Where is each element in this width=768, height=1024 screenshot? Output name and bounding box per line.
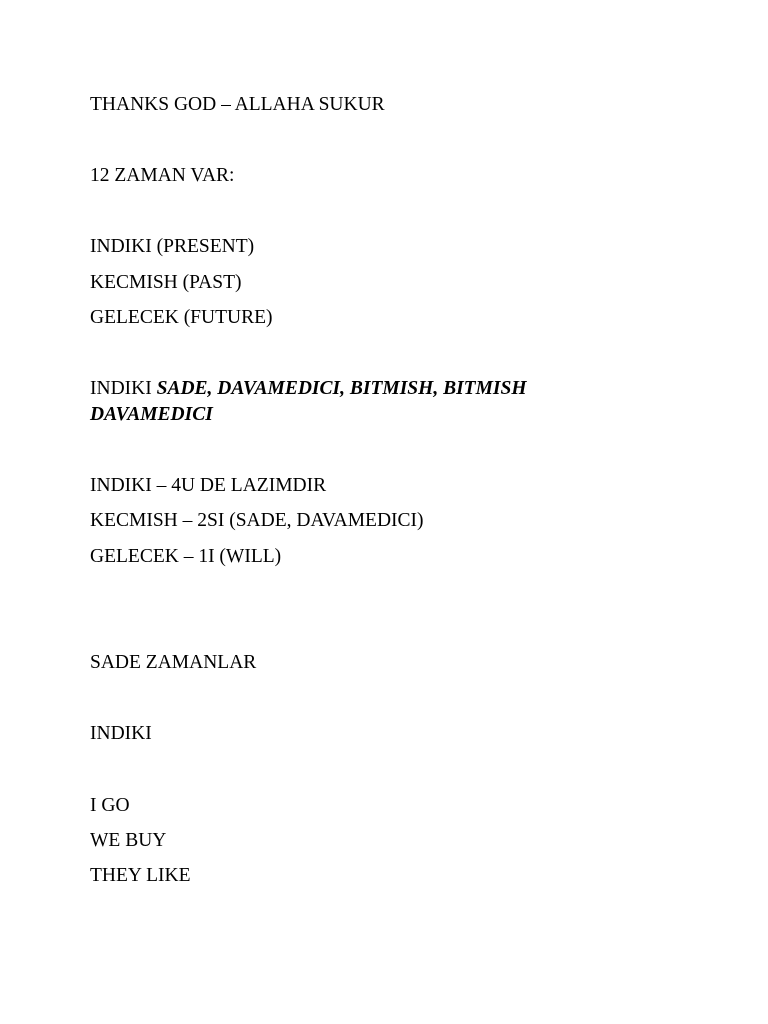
tense-past: KECMISH (PAST): [90, 272, 242, 293]
tense-future: GELECEK (FUTURE): [90, 307, 273, 328]
needed-future: GELECEK – 1I (WILL): [90, 546, 282, 567]
example-line: WE BUY: [90, 830, 167, 851]
aspects-prefix: INDIKI: [90, 378, 157, 399]
title-line: THANKS GOD – ALLAHA SUKUR: [90, 94, 385, 115]
aspects-paragraph: [90, 376, 560, 428]
tense-count-line: 12 ZAMAN VAR:: [90, 165, 235, 186]
aspects-emphasis: SADE, DAVAMEDICI, BITMISH, BITMISH DAVAMEDICI: [90, 378, 527, 425]
section-heading: SADE ZAMANLAR: [90, 652, 257, 673]
example-line: THEY LIKE: [90, 865, 191, 886]
example-line: I GO: [90, 795, 130, 816]
needed-past: KECMISH – 2SI (SADE, DAVAMEDICI): [90, 510, 424, 531]
subsection-heading: INDIKI: [90, 723, 152, 744]
needed-present: INDIKI – 4U DE LAZIMDIR: [90, 475, 327, 496]
tense-present: INDIKI (PRESENT): [90, 236, 255, 257]
